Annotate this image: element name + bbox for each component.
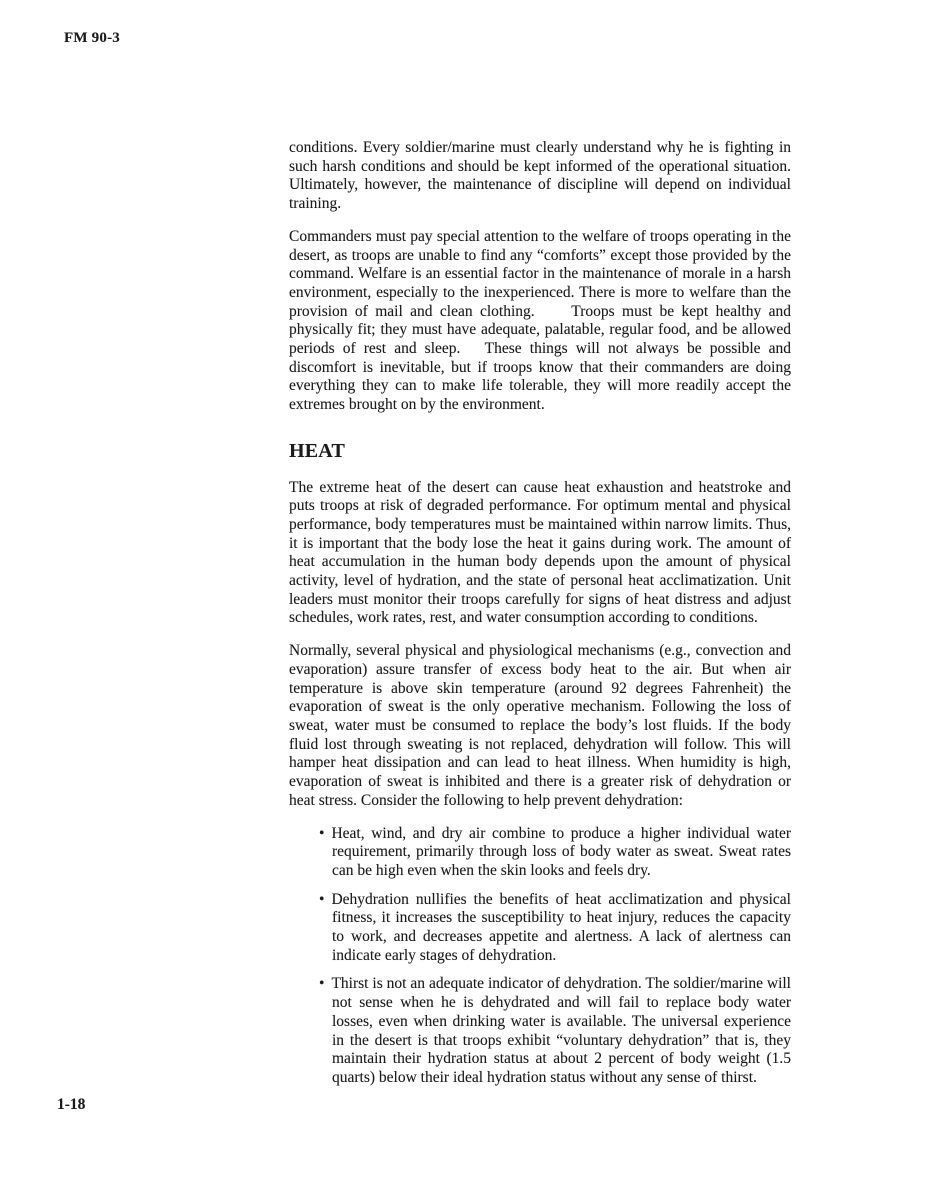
bullet-icon: • [319,975,325,993]
bullet-text-thirst-indicator: Thirst is not an adequate indicator of dehydration. The soldier/marine will not sense when he is dehydrated and will fail to replace body water losses, even when drinking water is available. The universal experience in the desert is that troops exhibit “voluntary dehydration” that is, they maintain their hydration status at about 2 percent of body weight (1.5 quarts) below their ideal hydration status without any sense of thirst. [331,975,791,1086]
paragraph-discipline: conditions. Every soldier/marine must clearly understand why he is fighting in such harsh conditions and should be kept informed of the operational situation. Ultimately, however, the maintenance of discipline will depend on individual training. [289,139,791,213]
bullet-icon: • [319,824,325,842]
list-item [289,825,791,881]
paragraph-heat-effects: The extreme heat of the desert can cause heat exhaustion and heatstroke and puts troops at risk of degraded performance. For optimum mental and physical performance, body temperatures must be maintained within narrow limits. Thus, it is important that the body lose the heat it gains during work. The amount of heat accumulation in the human body depends upon the amount of physical activity, level of hydration, and the state of personal heat acclimatization. Unit leaders must monitor their troops carefully for signs of heat distress and adjust schedules, work rates, rest, and water consumption according to conditions. [289,478,791,627]
bullet-text-water-requirement: Heat, wind, and dry air combine to produce a higher individual water requirement, primarily through loss of body water as sweat. Sweat rates can be high even when the skin looks and feels dry. [331,824,791,879]
paragraph-heat-mechanisms: Normally, several physical and physiological mechanisms (e.g., convection and evaporation) assure transfer of excess body heat to the air. But when air temperature is above skin temperature (around 92 degrees Fahrenheit) the evaporation of sweat is the only operative mechanism. Following the loss of sweat, water must be consumed to replace the body’s lost fluids. If the body fluid lost through sweating is not replaced, dehydration will follow. This will hamper heat dissipation and can lead to heat illness. When humidity is high, evaporation of sweat is inhibited and there is a greater risk of dehydration or heat stress. Consider the following to help prevent dehydration: [289,642,791,809]
section-heading-heat: HEAT [289,439,345,462]
page-number: 1-18 [57,1096,86,1113]
dehydration-bullet-list [289,825,791,1088]
list-item [289,891,791,966]
bullet-icon: • [319,890,325,908]
manual-number-header: FM 90-3 [64,30,120,46]
paragraph-welfare: Commanders must pay special attention to the welfare of troops operating in the desert, as troops are unable to find any “comforts” except those provided by the command. Welfare is an essential factor in the maintenance of morale in a harsh environment, especially to the inexperienced. There is more to welfare than the provision of mail and clean clothing. Troops must be kept healthy and physically fit; they must have adequate, palatable, regular food, and be allowed periods of rest and sleep. These things will not always be possible and discomfort is inevitable, but if troops know that their commanders are doing everything they can to make life tolerable, they will more readily accept the extremes brought on by the environment. [289,227,791,414]
content-column [289,139,791,1098]
list-item [289,975,791,1087]
bullet-text-dehydration-effects: Dehydration nullifies the benefits of heat acclimatization and physical fitness, it increases the susceptibility to heat injury, reduces the capacity to work, and decreases appetite and alertness. A lack of alertness can indicate early stages of dehydration. [331,890,791,964]
